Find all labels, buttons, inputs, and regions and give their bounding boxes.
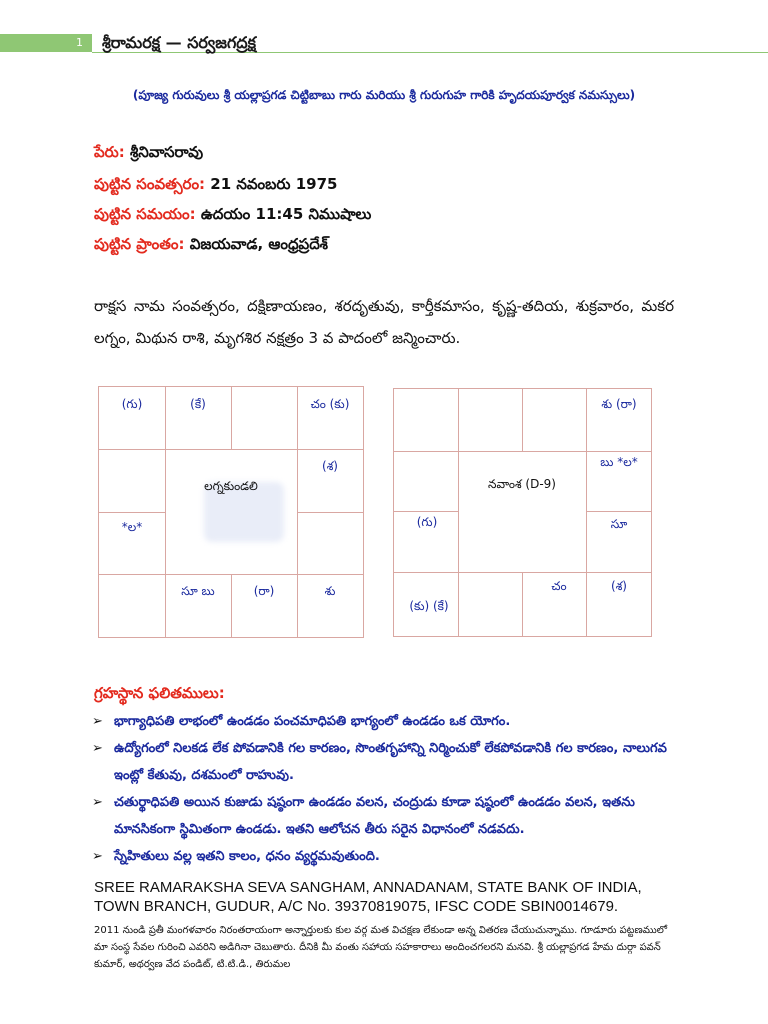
- field-birth-time: [94, 205, 371, 227]
- grid-line: [99, 512, 165, 513]
- house-cell: (శ): [611, 579, 627, 593]
- lagna-chart: [98, 386, 364, 638]
- grid-line: [394, 511, 458, 512]
- house-cell: బు *ల*: [600, 455, 638, 469]
- field-name: [94, 143, 203, 165]
- chart-center-label: నవాంశ (D-9): [488, 477, 556, 491]
- field-value: 21 నవంబరు 1975: [205, 175, 338, 193]
- arrow-bullet-icon: ➢: [92, 849, 103, 864]
- bank-details: [94, 878, 694, 916]
- grid-line: [99, 574, 363, 575]
- page-title: శ్రీరామరక్ష — సర్వజగద్రక్ష: [102, 33, 256, 52]
- grid-line: [522, 572, 523, 636]
- grid-line: [522, 389, 523, 451]
- field-label: పుట్టిన ప్రాంతం:: [94, 235, 185, 253]
- field-birth-place: [94, 235, 328, 257]
- field-value: విజయవాడ, ఆంధ్రప్రదేశ్: [184, 235, 329, 253]
- bullet-text: ఉద్యోగంలో నిలకడ లేక పోవడానికి గల కారణం, సొంతగృహాన్ని నిర్మించుకో లేకపోవడానికి గల కారణం, నాలుగవ ఇంట్లో కేతువు, దశమంలో రాహువు.: [114, 741, 667, 783]
- field-label: పేరు:: [94, 143, 125, 161]
- house-cell: చం: [551, 579, 567, 593]
- arrow-bullet-icon: ➢: [92, 714, 103, 729]
- grid-line: [394, 572, 651, 573]
- house-cell: (కే): [190, 397, 206, 411]
- grid-line: [165, 387, 166, 449]
- birth-summary-paragraph: రాక్షస నామ సంవత్సరం, దక్షిణాయణం, శరదృతువు, కార్తీకమాసం, కృష్ణ-తదియ, శుక్రవారం, మకర లగ్నం, మిథున రాశి, మృగశిర నక్షత్రం 3 వ పాదంలో జన్మించారు.: [94, 297, 674, 347]
- field-value: ఉదయం 11:45 నిముషాలు: [195, 205, 372, 223]
- arrow-bullet-icon: ➢: [92, 741, 103, 756]
- bank-line: SREE RAMARAKSHA SEVA SANGHAM, ANNADANAM, STATE BANK OF INDIA,: [94, 879, 642, 896]
- house-cell: సూ: [610, 517, 628, 531]
- grid-line: [165, 449, 166, 574]
- grid-line: [231, 387, 232, 449]
- grid-line: [165, 574, 166, 637]
- house-cell: శు: [324, 584, 336, 598]
- house-cell: సూ బు: [181, 584, 215, 598]
- house-cell: (గు): [121, 397, 143, 411]
- grid-line: [99, 449, 363, 450]
- field-label: పుట్టిన సమయం:: [94, 205, 196, 223]
- grid-line: [458, 451, 459, 572]
- result-bullet: [92, 789, 680, 843]
- result-bullet: [92, 843, 680, 870]
- field-label: పుట్టిన సంవత్సరం:: [94, 175, 206, 193]
- bullet-text: స్నేహితులు వల్ల ఇతని కాలం, ధనం వ్యర్థమవుతుంది.: [114, 849, 380, 864]
- dedication-line: (పూజ్య గురువులు శ్రీ యల్లాప్రగడ చిట్టిబాబు గారు మరియు శ్రీ గురుగుహ గారికి హృదయపూర్వక నమస్సులు): [132, 88, 636, 102]
- grid-line: [297, 512, 363, 513]
- bank-line: TOWN BRANCH, GUDUR, A/C No. 39370819075, IFSC CODE SBIN0014679.: [94, 898, 619, 915]
- house-cell: (రా): [253, 584, 275, 598]
- navamsa-chart: [393, 388, 652, 637]
- section-heading: గ్రహస్థాన ఫలితములు:: [94, 684, 225, 702]
- result-bullet: [92, 708, 680, 735]
- house-cell: చం (కు): [310, 397, 350, 411]
- house-cell: (శ): [322, 459, 338, 473]
- page-number: 1: [76, 36, 83, 49]
- house-cell: *ల*: [121, 520, 143, 534]
- house-cell: (గు): [416, 515, 438, 529]
- grid-line: [231, 574, 232, 637]
- grid-line: [586, 511, 651, 512]
- bullet-text: చతుర్థాధిపతి అయిన కుజుడు షష్ఠంగా ఉండడం వలన, చంద్రుడు కూడా షష్ఠంలో ఉండడం వలన, ఇతను మానసికంగా స్థిమితంగా ఉండడు. ఇతని ఆలోచన తీరు సరైన విధానంలో నడవదు.: [114, 795, 635, 837]
- service-note: 2011 నుండి ప్రతీ మంగళవారం నిరంతరాయంగా అన్నార్తులకు కుల వర్గ మత విచక్షణ లేకుండా అన్న వితరణ చేయుచున్నాము. గూడూరు పట్టణములో మా సంస్థ సేవల గురించి ఎవరిని అడిగినా చెబుతారు. దీనికి మీ వంతు సహాయ సహకారాలు అందించగలరని మనవి. శ్రీ యల్లాప్రగడ హేమ దుర్గా పవన్ కుమార్, అథర్వణ వేద పండిట్, టి.టి.డి., తిరుమల: [94, 925, 668, 970]
- result-bullet: [92, 735, 680, 789]
- chart-center-label: లగ్నకుండలి: [204, 479, 258, 493]
- grid-line: [458, 389, 459, 451]
- arrow-bullet-icon: ➢: [92, 795, 103, 810]
- field-birth-year: [94, 175, 337, 197]
- grid-line: [394, 451, 651, 452]
- grid-line: [586, 389, 587, 636]
- bullet-text: భాగ్యాధిపతి లాభంలో ఉండడం పంచమాధిపతి భాగ్యంలో ఉండడం ఒక యోగం.: [114, 714, 511, 729]
- field-value: శ్రీనివాసరావు: [124, 143, 204, 161]
- house-cell: శు (రా): [601, 397, 637, 411]
- house-cell: (కు) (కే): [409, 599, 449, 613]
